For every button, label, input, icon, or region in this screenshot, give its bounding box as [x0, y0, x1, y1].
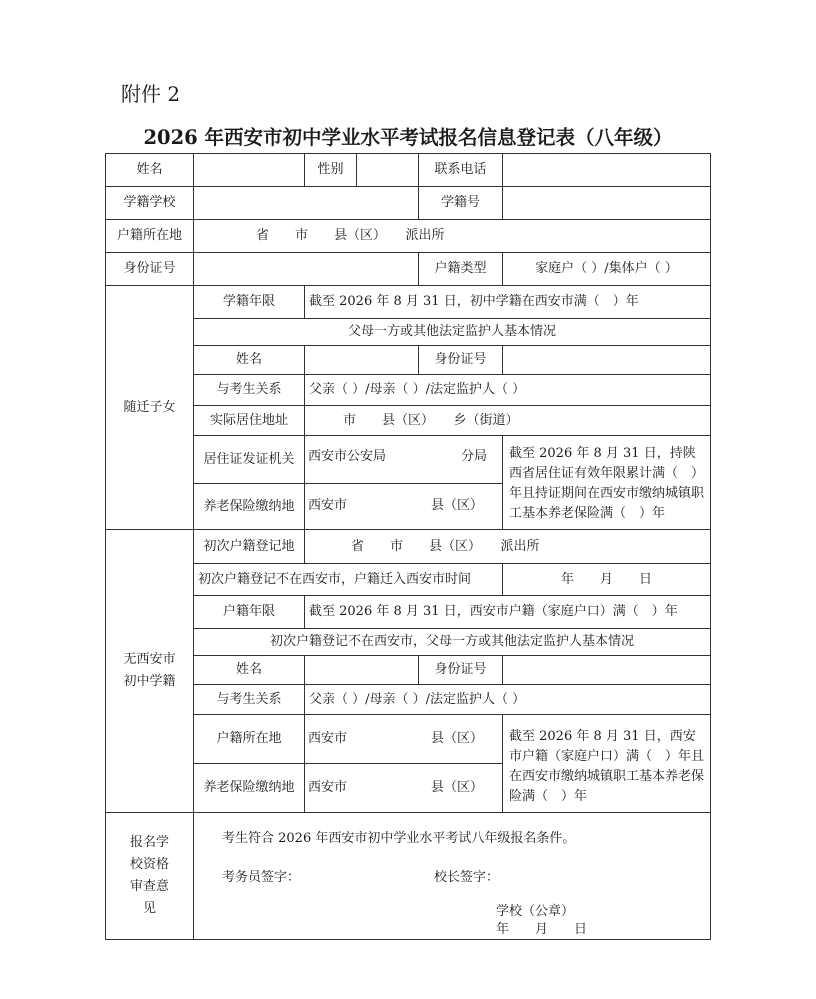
school-seal: 学校（公章）	[496, 904, 575, 919]
migrant-pension-place-label: 养老保险缴纳地	[193, 483, 305, 530]
migrant-permit-note: 截至 2026 年 8 月 31 日，持陕西省居住证有效年限累计满（ ）年且持证期间在西安市缴纳城镇职工基本养老保险满（ ）年	[502, 435, 711, 530]
no-xian-guardian-name-input[interactable]	[304, 655, 419, 685]
hukou-location-label: 户籍所在地	[105, 219, 194, 253]
migrant-guardian-id-input[interactable]	[502, 345, 711, 375]
no-xian-relation-options[interactable]: 父亲（ ）/母亲（ ）/法定监护人（ ）	[304, 684, 711, 715]
review-statement: 考生符合 2026 年西安市初中学业水平考试八年级报名条件。	[222, 831, 576, 846]
first-reg-label: 初次户籍登记地	[193, 529, 305, 564]
phone-label: 联系电话	[418, 153, 503, 187]
review-section-label: 报名学校资格审查意见	[105, 812, 194, 940]
no-xian-guardian-id-input[interactable]	[502, 655, 711, 685]
migrant-relation-label: 与考生关系	[193, 374, 305, 406]
migrant-permit-authority-input[interactable]	[304, 435, 503, 484]
no-xian-pension-county: 县（区）	[431, 780, 484, 795]
no-xian-pension-place-label: 养老保险缴纳地	[193, 763, 305, 813]
hukou-location-input[interactable]: 省 市 县（区） 派出所	[193, 219, 711, 253]
migrant-permit-branch: 分局	[461, 449, 488, 464]
migrant-enroll-years-text[interactable]: 截至 2026 年 8 月 31 日，初中学籍在西安市满（ ）年	[304, 285, 711, 319]
name-label: 姓名	[105, 153, 194, 187]
migrant-guardian-name-label: 姓名	[193, 345, 305, 375]
migration-time-label: 初次户籍登记不在西安市，户籍迁入西安市时间	[193, 563, 503, 596]
migrant-section-label: 随迁子女	[105, 285, 194, 530]
no-xian-pension-place-input[interactable]	[304, 763, 503, 813]
migrant-relation-options[interactable]: 父亲（ ）/母亲（ ）/法定监护人（ ）	[304, 374, 711, 406]
no-xian-guardian-id-label: 身份证号	[418, 655, 503, 685]
no-xian-guardian-header: 初次户籍登记不在西安市，父母一方或其他法定监护人基本情况	[193, 628, 711, 656]
student-id-input[interactable]	[502, 186, 711, 220]
migrant-pension-city: 西安市	[308, 498, 348, 513]
migrant-pension-place-input[interactable]	[304, 483, 503, 530]
migrant-permit-city: 西安市公安局	[308, 449, 387, 464]
student-id-label: 学籍号	[418, 186, 503, 220]
principal-signature[interactable]: 校长签字：	[434, 870, 500, 885]
gender-label: 性别	[304, 153, 357, 187]
hukou-type-label: 户籍类型	[418, 252, 503, 286]
attachment-label: 附件 2	[121, 82, 181, 106]
no-xian-hukou-county: 县（区）	[431, 731, 484, 746]
no-xian-relation-label: 与考生关系	[193, 684, 305, 715]
id-card-input[interactable]	[193, 252, 419, 286]
school-label: 学籍学校	[105, 186, 194, 220]
first-reg-input[interactable]: 省 市 县（区） 派出所	[304, 529, 711, 564]
no-xian-hukou-city: 西安市	[308, 731, 348, 746]
form-title: 2026 年西安市初中学业水平考试报名信息登记表（八年级）	[143, 126, 673, 149]
no-xian-hukou-note: 截至 2026 年 8 月 31 日，西安市户籍（家庭户口）满（ ）年且在西安市缴纳城镇职工基本养老保险满（ ）年	[502, 714, 711, 813]
no-xian-pension-city: 西安市	[308, 780, 348, 795]
school-input[interactable]	[193, 186, 419, 220]
no-xian-hukou-location-label: 户籍所在地	[193, 714, 305, 764]
gender-input[interactable]	[356, 153, 419, 187]
review-date[interactable]: 年 月 日	[496, 922, 588, 937]
id-card-label: 身份证号	[105, 252, 194, 286]
migrant-guardian-id-label: 身份证号	[418, 345, 503, 375]
no-xian-guardian-name-label: 姓名	[193, 655, 305, 685]
migrant-residence-input[interactable]: 市 县（区） 乡（街道）	[304, 405, 711, 436]
migrant-residence-label: 实际居住地址	[193, 405, 305, 436]
no-xian-section-label: 无西安市初中学籍	[105, 529, 194, 813]
migrant-permit-authority-label: 居住证发证机关	[193, 435, 305, 484]
migrant-enroll-years-label: 学籍年限	[193, 285, 305, 319]
phone-input[interactable]	[502, 153, 711, 187]
migrant-pension-county: 县（区）	[431, 498, 484, 513]
no-xian-hukou-location-input[interactable]	[304, 714, 503, 764]
migrant-guardian-name-input[interactable]	[304, 345, 419, 375]
hukou-years-label: 户籍年限	[193, 595, 305, 629]
hukou-type-options[interactable]: 家庭户（ ）/集体户（ ）	[502, 252, 711, 286]
migrant-guardian-header: 父母一方或其他法定监护人基本情况	[193, 318, 711, 346]
review-content	[193, 812, 711, 940]
hukou-years-text[interactable]: 截至 2026 年 8 月 31 日，西安市户籍（家庭户口）满（ ）年	[304, 595, 711, 629]
name-input[interactable]	[193, 153, 305, 187]
migration-time-input[interactable]: 年 月 日	[502, 563, 711, 596]
clerk-signature[interactable]: 考务员签字：	[222, 870, 301, 885]
